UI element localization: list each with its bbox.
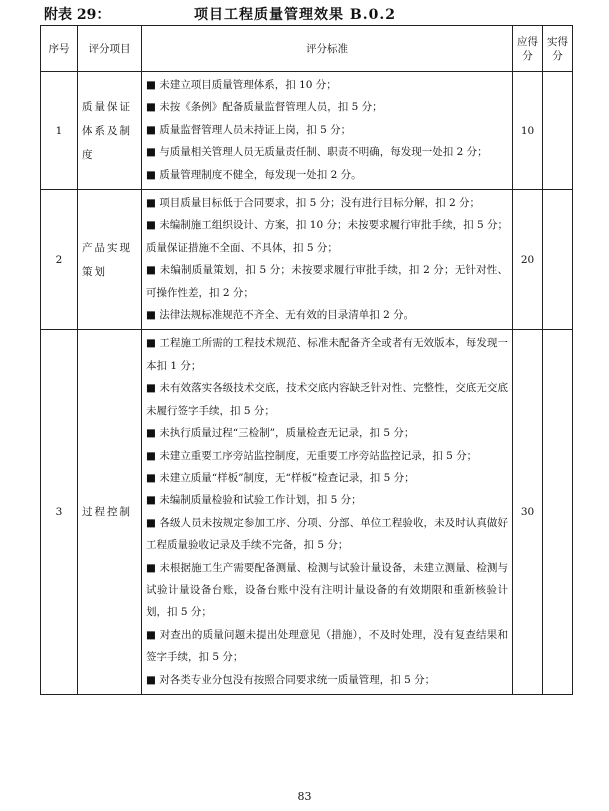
row-number: 3 [41, 330, 78, 695]
table-row [41, 330, 573, 695]
row-item: 质量保证体系及制度 [78, 72, 142, 190]
table-row [41, 72, 573, 190]
appendix-label: 附表 29： [44, 7, 111, 23]
criterion-item: ■ 与质量相关管理人员无质量责任制、职责不明确，每发现一处扣 2 分； [146, 146, 488, 159]
criterion-item: ■ 未有效落实各级技术交底，技术交底内容缺乏针对性、完整性，交底无交底未履行签字手续，扣 5 分； [146, 382, 508, 417]
table-title: 项目工程质量管理效果 B.0.2 [194, 7, 396, 23]
row-item: 产品实现策划 [78, 190, 142, 330]
page-number: 83 [297, 790, 312, 803]
criterion-item: ■ 未编制质量策划，扣 5 分；未按要求履行审批手续，扣 2 分；无针对性、可操作性差，扣 2 分； [146, 264, 508, 299]
criterion-item: ■ 各级人员未按规定参加工序、分项、分部、单位工程验收，未及时认真做好工程质量验收记录及手续不完备，扣 5 分； [146, 516, 508, 552]
row-score: 30 [513, 330, 543, 695]
header-item: 评分项目 [78, 26, 142, 72]
criterion-item: ■ 对查出的质量问题未提出处理意见（措施），不及时处理，没有复查结果和签字手续，扣 5 分； [146, 628, 508, 664]
row-score: 10 [513, 72, 543, 190]
criterion-item: ■ 未按《条例》配备质量监督管理人员，扣 5 分； [146, 101, 383, 114]
criterion-item: ■ 质量管理制度不健全，每发现一处扣 2 分。 [146, 168, 362, 181]
criterion-item: ■ 未建立项目质量管理体系，扣 10 分； [146, 79, 337, 91]
document-title [44, 4, 609, 24]
row-actual-score [543, 190, 573, 330]
criterion-item: ■ 项目质量目标低于合同要求，扣 5 分；没有进行目标分解，扣 2 分； [146, 197, 480, 210]
row-actual-score [543, 72, 573, 190]
criterion-item: ■ 法律法规标准规范不齐全、无有效的目录清单扣 2 分。 [146, 309, 415, 322]
row-criteria [142, 72, 513, 190]
criterion-item: ■ 未编制施工组织设计、方案，扣 10 分；未按要求履行审批手续，扣 5 分；质量保证措施不全面、不具体，扣 5 分； [146, 219, 508, 254]
row-actual-score [543, 330, 573, 695]
header-standard: 评分标准 [142, 26, 513, 72]
table-row [41, 190, 573, 330]
criterion-item: ■ 未建立重要工序旁站监控制度，无重要工序旁站监控记录，扣 5 分； [146, 449, 478, 462]
evaluation-table [40, 25, 573, 695]
row-number: 2 [41, 190, 78, 330]
row-item: 过程控制 [78, 330, 142, 695]
criterion-item: ■ 未执行质量过程“三检制”，质量检查无记录，扣 5 分； [146, 427, 415, 440]
header-num: 序号 [41, 26, 78, 72]
table-header-row [41, 26, 573, 72]
criterion-item: ■ 对各类专业分包没有按照合同要求统一质量管理，扣 5 分； [146, 673, 436, 686]
header-score: 应得分 [513, 26, 543, 72]
criterion-item: ■ 未根据施工生产需要配备测量、检测与试验计量设备，未建立测量、检测与试验计量设备台账，设备台账中没有注明计量设备的有效期限和重新核验计划，扣 5 分； [146, 561, 508, 619]
criterion-item: ■ 未编制质量检验和试验工作计划，扣 5 分； [146, 494, 362, 507]
row-criteria [142, 330, 513, 695]
criterion-item: ■ 工程施工所需的工程技术规范、标准未配备齐全或者有无效版本，每发现一本扣 1 分； [146, 337, 508, 372]
row-criteria [142, 190, 513, 330]
criterion-item: ■ 未建立质量“样板”制度，无“样板”检查记录，扣 5 分； [146, 471, 415, 484]
row-score: 20 [513, 190, 543, 330]
criterion-item: ■ 质量监督管理人员未持证上岗，扣 5 分； [146, 123, 352, 136]
header-actual: 实得分 [543, 26, 573, 72]
row-number: 1 [41, 72, 78, 190]
